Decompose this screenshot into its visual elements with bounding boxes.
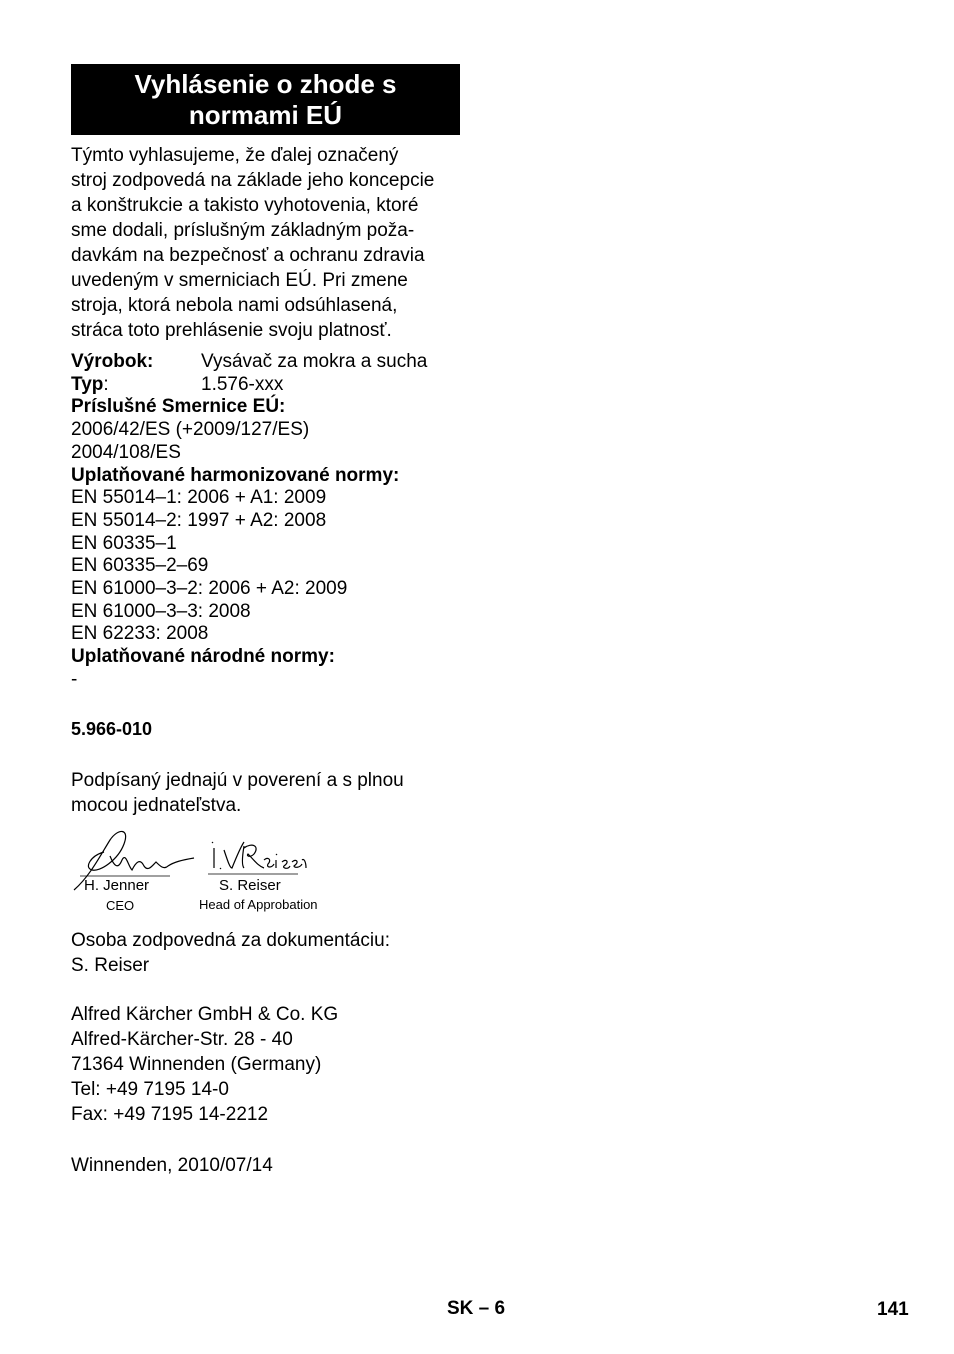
intro-line: a konštrukcie a takisto vyhotovenia, ktoré (71, 195, 419, 216)
directive-item: 2006/42/ES (+2009/127/ES) (71, 419, 310, 441)
company-address (71, 1002, 338, 1127)
address-line: Tel: +49 7195 14-0 (71, 1079, 229, 1100)
type-row (71, 374, 471, 397)
signature-reiser (208, 838, 308, 880)
signatory-name: S. Reiser (219, 877, 281, 894)
title-line-2: normami EÚ (188, 99, 343, 130)
intro-line: uvedeným v smerniciach EÚ. Pri zmene (71, 270, 408, 291)
documentation-block (71, 928, 390, 978)
signatory-role: CEO (106, 898, 135, 913)
page-title (71, 64, 460, 135)
standard-item: EN 61000–3–2: 2006 + A2: 2009 (71, 578, 348, 600)
national-label: Uplatňované národné normy: (71, 646, 335, 668)
page-number: 141 (877, 1299, 909, 1320)
product-value: Vysávač za mokra a sucha (201, 351, 428, 372)
place-date: Winnenden, 2010/07/14 (71, 1155, 273, 1176)
footer-section: SK – 6 (447, 1298, 506, 1319)
product-row (71, 351, 471, 374)
type-value: 1.576-xxx (201, 373, 284, 395)
intro-line: sme dodali, príslušným základným poža- (71, 220, 415, 241)
directive-item: 2004/108/ES (71, 441, 181, 463)
product-specs (71, 351, 471, 692)
signed-line: Podpísaný jednajú v poverení a s plnou (71, 770, 404, 791)
standard-item: EN 55014–2: 1997 + A2: 2008 (71, 509, 327, 531)
intro-line: davkám na bezpečnosť a ochranu zdravia (71, 245, 425, 266)
standard-item: EN 60335–1 (71, 532, 177, 554)
signatory-role: Head of Approbation (199, 897, 318, 912)
intro-line: stráca toto prehlásenie svoju platnosť. (71, 320, 392, 341)
title-line-1: Vyhlásenie o zhode s (134, 68, 397, 99)
harmonized-label: Uplatňované harmonizované normy: (71, 464, 400, 486)
documentation-name: S. Reiser (71, 955, 150, 976)
intro-line: Týmto vyhlasujeme, že ďalej označený (71, 145, 399, 166)
type-colon: : (103, 373, 109, 395)
standard-item: EN 62233: 2008 (71, 623, 209, 645)
address-line: 71364 Winnenden (Germany) (71, 1054, 322, 1075)
directives-label: Príslušné Smernice EÚ: (71, 396, 286, 418)
address-line: Fax: +49 7195 14-2212 (71, 1104, 269, 1125)
documentation-label: Osoba zodpovedná za dokumentáciu: (71, 930, 390, 951)
standard-item: EN 60335–2–69 (71, 555, 209, 577)
product-label: Výrobok: (71, 351, 154, 372)
intro-line: stroja, ktorá nebola nami odsúhlasená, (71, 295, 398, 316)
standard-item: EN 55014–1: 2006 + A1: 2009 (71, 487, 327, 509)
intro-paragraph (71, 143, 471, 343)
address-line: Alfred-Kärcher-Str. 28 - 40 (71, 1029, 293, 1050)
signed-line: mocou jednateľstva. (71, 795, 242, 816)
national-value: - (71, 668, 78, 690)
standard-item: EN 61000–3–3: 2008 (71, 600, 251, 622)
part-number: 5.966-010 (71, 719, 153, 739)
type-label: Typ (71, 373, 104, 395)
address-line: Alfred Kärcher GmbH & Co. KG (71, 1004, 339, 1025)
signatory-name: H. Jenner (84, 877, 150, 894)
signed-paragraph (71, 768, 404, 818)
intro-line: stroj zodpovedá na základe jeho koncepcie (71, 170, 435, 191)
